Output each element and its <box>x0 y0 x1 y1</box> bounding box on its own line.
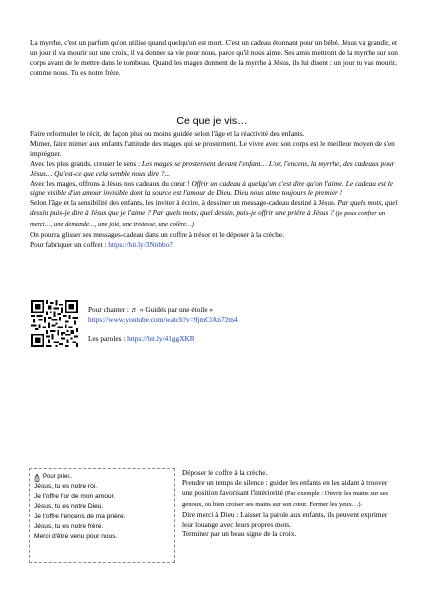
step-croix: Terminer par un beau signe de la croix. <box>182 529 297 539</box>
step-merci: Dire merci à Dieu : Laisser la parole aux enfants, ils peuvent exprimer leur louange avec leurs propres mots. <box>182 509 388 529</box>
para-message: Selon l'âge et la sensibilité des enfants, les inviter à écrire, à dessiner un message-cadeau destiné à Jésus. Par quels mots, quel dessin puis-je dire à Jésus que je l'aime ? Par quels mots, quel dessin, puis-je offrir une prière à Jésus ? (je peux confier un merci…, une demande…, une joie, une tristesse, une colère…) <box>30 198 398 229</box>
prayer-line: Jésus, tu es notre Dieu. <box>34 503 104 510</box>
para-sens: Avec les plus grands, creuser le sens : Les mages se prosternent devant l'enfant… L'or, l'encens, la myrrhe, des cadeaux pour Jésus… Qu'est-ce que cela semble nous dire ?... <box>30 158 395 178</box>
prayer-header: Pour prier.. <box>34 473 125 482</box>
step-deposer: Déposer le coffre à la crèche. <box>182 468 268 477</box>
para-coffre: On pourra glisser ses messages-cadeau dans un coffre à trésor et le déposer à la crèche. <box>30 230 284 240</box>
prayer-line: Je t'offre l'encens de ma prière. <box>34 513 126 520</box>
prayer-line: Merci d'être venu pour nous. <box>34 533 118 540</box>
step-silence: Prendre un temps de silence : guider les enfants en les aidant à trouver une position favorisant l'intériorité (Par exemple : Ouvrir les mains sur ses genoux, ou bien croiser ses mains sur son cœur. Fermer les yeux…). <box>182 477 389 508</box>
closing-steps <box>182 468 397 539</box>
prayer-line: Jésus, tu es notre frère. <box>34 523 104 530</box>
paroles-link[interactable]: https://bit.ly/41ggXKR <box>127 334 195 343</box>
youtube-link[interactable]: https://www.youtube.com/watch?v=9jmClAn72m4 <box>88 315 238 324</box>
activity-text <box>30 129 398 250</box>
intro-paragraph: La myrrhe, c'est un parfum qu'on utilise quand quelqu'un est mort. C'est un cadeau étonnant pour un bébé. Jésus va grandir, et un jour il va mourir sur une croix, il va donner sa vie pour nous, parce qu'il nous aime. Ses amis mettront de la myrrhe sur son corps avant de le mettre dans le tombeau. Quand les mages donnent de la myrrhe à Jésus, ils lui disent : un jour tu vas mourir, comme nous. Tu es notre frère. <box>30 38 398 77</box>
coffret-line: Pour fabriquer un coffret : https://bit.ly/3Nnbbo7 <box>30 239 173 249</box>
coffret-link[interactable]: https://bit.ly/3Nnbbo7 <box>108 239 173 249</box>
prayer-line: Jésus, tu es notre roi. <box>34 483 98 490</box>
para-cadeaux: Avec les mages, offrons à Jésus nos cadeaux du cœur ! Offrir un cadeau à quelqu'un c'est dire qu'on l'aime. Le cadeau est le signe visible d'un amour invisible dont la source est l'amour de Dieu. Dieu nous aime toujours le premier ! <box>30 178 393 198</box>
chanter-label: Pour chanter : ♬ « Guidés par une étoile » <box>88 305 214 314</box>
qr-code <box>31 300 78 347</box>
para-mimer: Mimer, faire mimer aux enfants l'attitude des mages qui se prosternent. Le vivre avec son corps est le meilleur moyen de s'en imprégner. <box>30 138 395 158</box>
prayer-line: Je t'offre l'or de mon amour. <box>34 493 116 500</box>
prayer-text <box>34 473 125 542</box>
section-title: Ce que je vis… <box>176 115 248 127</box>
paroles-line: Les paroles : https://bit.ly/41ggXKR <box>88 334 195 343</box>
praying-hands-icon <box>34 474 40 482</box>
para-reformuler: Faire reformuler le récit, de façon plus ou moins guidée selon l'âge et la réactivité des enfants. <box>30 129 305 138</box>
